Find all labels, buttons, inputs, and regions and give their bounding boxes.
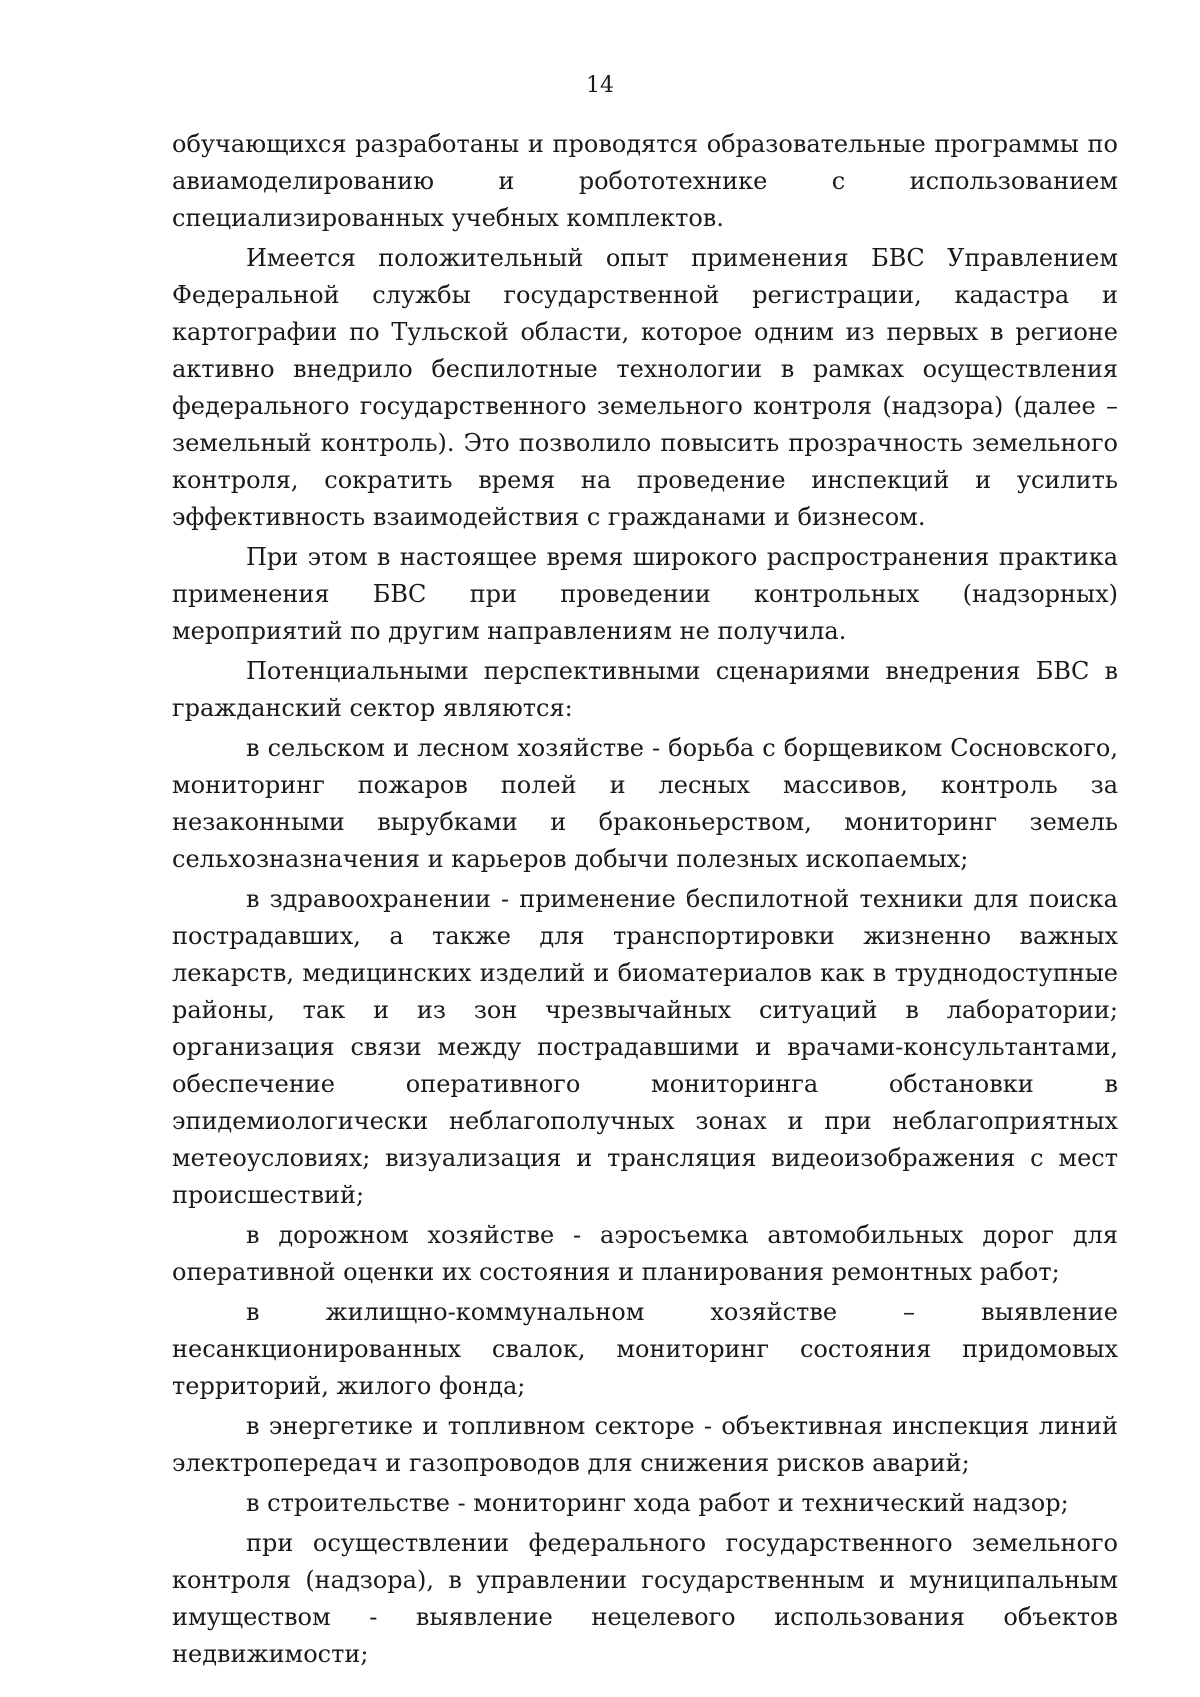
page-number: 14 xyxy=(586,73,614,98)
list-item-agriculture: в сельском и лесном хозяйстве - борьба с борщевиком Сосновского, мониторинг пожаров полей и лесных массивов, контроль за незаконными вырубками и браконьерством, мониторинг земель сельхозназначения и карьеров добычи полезных ископаемых; xyxy=(172,734,1118,873)
paragraph-practice-not-widespread: При этом в настоящее время широкого распространения практика применения БВС при проведении контрольных (надзорных) мероприятий по другим направлениям не получила. xyxy=(172,543,1118,645)
paragraph-scenarios-intro: Потенциальными перспективными сценариями внедрения БВС в гражданский сектор являются: xyxy=(172,657,1118,722)
list-item-housing: в жилищно-коммунальном хозяйстве – выявление несанкционированных свалок, мониторинг состояния придомовых территорий, жилого фонда; xyxy=(172,1298,1118,1400)
document-body xyxy=(172,126,1118,1676)
paragraph-education-programs: обучающихся разработаны и проводятся образовательные программы по авиамоделированию и робототехнике с использованием специализированных учебных комплектов. xyxy=(172,130,1118,232)
list-item-healthcare: в здравоохранении - применение беспилотной техники для поиска пострадавших, а также для транспортировки жизненно важных лекарств, медицинских изделий и биоматериалов как в труднодоступные районы, так и из зон чрезвычайных ситуаций в лаборатории; организация связи между пострадавшими и врачами-консультантами, обеспечение оперативного мониторинга обстановки в эпидемиологически неблагополучных зонах и при неблагоприятных метеоусловиях; визуализация и трансляция видеоизображения с мест происшествий; xyxy=(172,885,1118,1209)
list-item-roads: в дорожном хозяйстве - аэросъемка автомобильных дорог для оперативной оценки их состояния и планирования ремонтных работ; xyxy=(172,1221,1118,1286)
list-item-land-control: при осуществлении федерального государственного земельного контроля (надзора), в управлении государственным и муниципальным имуществом - выявление нецелевого использования объектов недвижимости; xyxy=(172,1529,1118,1668)
list-item-construction: в строительстве - мониторинг хода работ и технический надзор; xyxy=(246,1489,1069,1517)
paragraph-positive-experience: Имеется положительный опыт применения БВС Управлением Федеральной службы государственной регистрации, кадастра и картографии по Тульской области, которое одним из первых в регионе активно внедрило беспилотные технологии в рамках осуществления федерального государственного земельного контроля (надзора) (далее – земельный контроль). Это позволило повысить прозрачность земельного контроля, сократить время на проведение инспекций и усилить эффективность взаимодействия с гражданами и бизнесом. xyxy=(172,244,1118,531)
list-item-energy: в энергетике и топливном секторе - объективная инспекция линий электропередач и газопроводов для снижения рисков аварий; xyxy=(172,1412,1118,1477)
